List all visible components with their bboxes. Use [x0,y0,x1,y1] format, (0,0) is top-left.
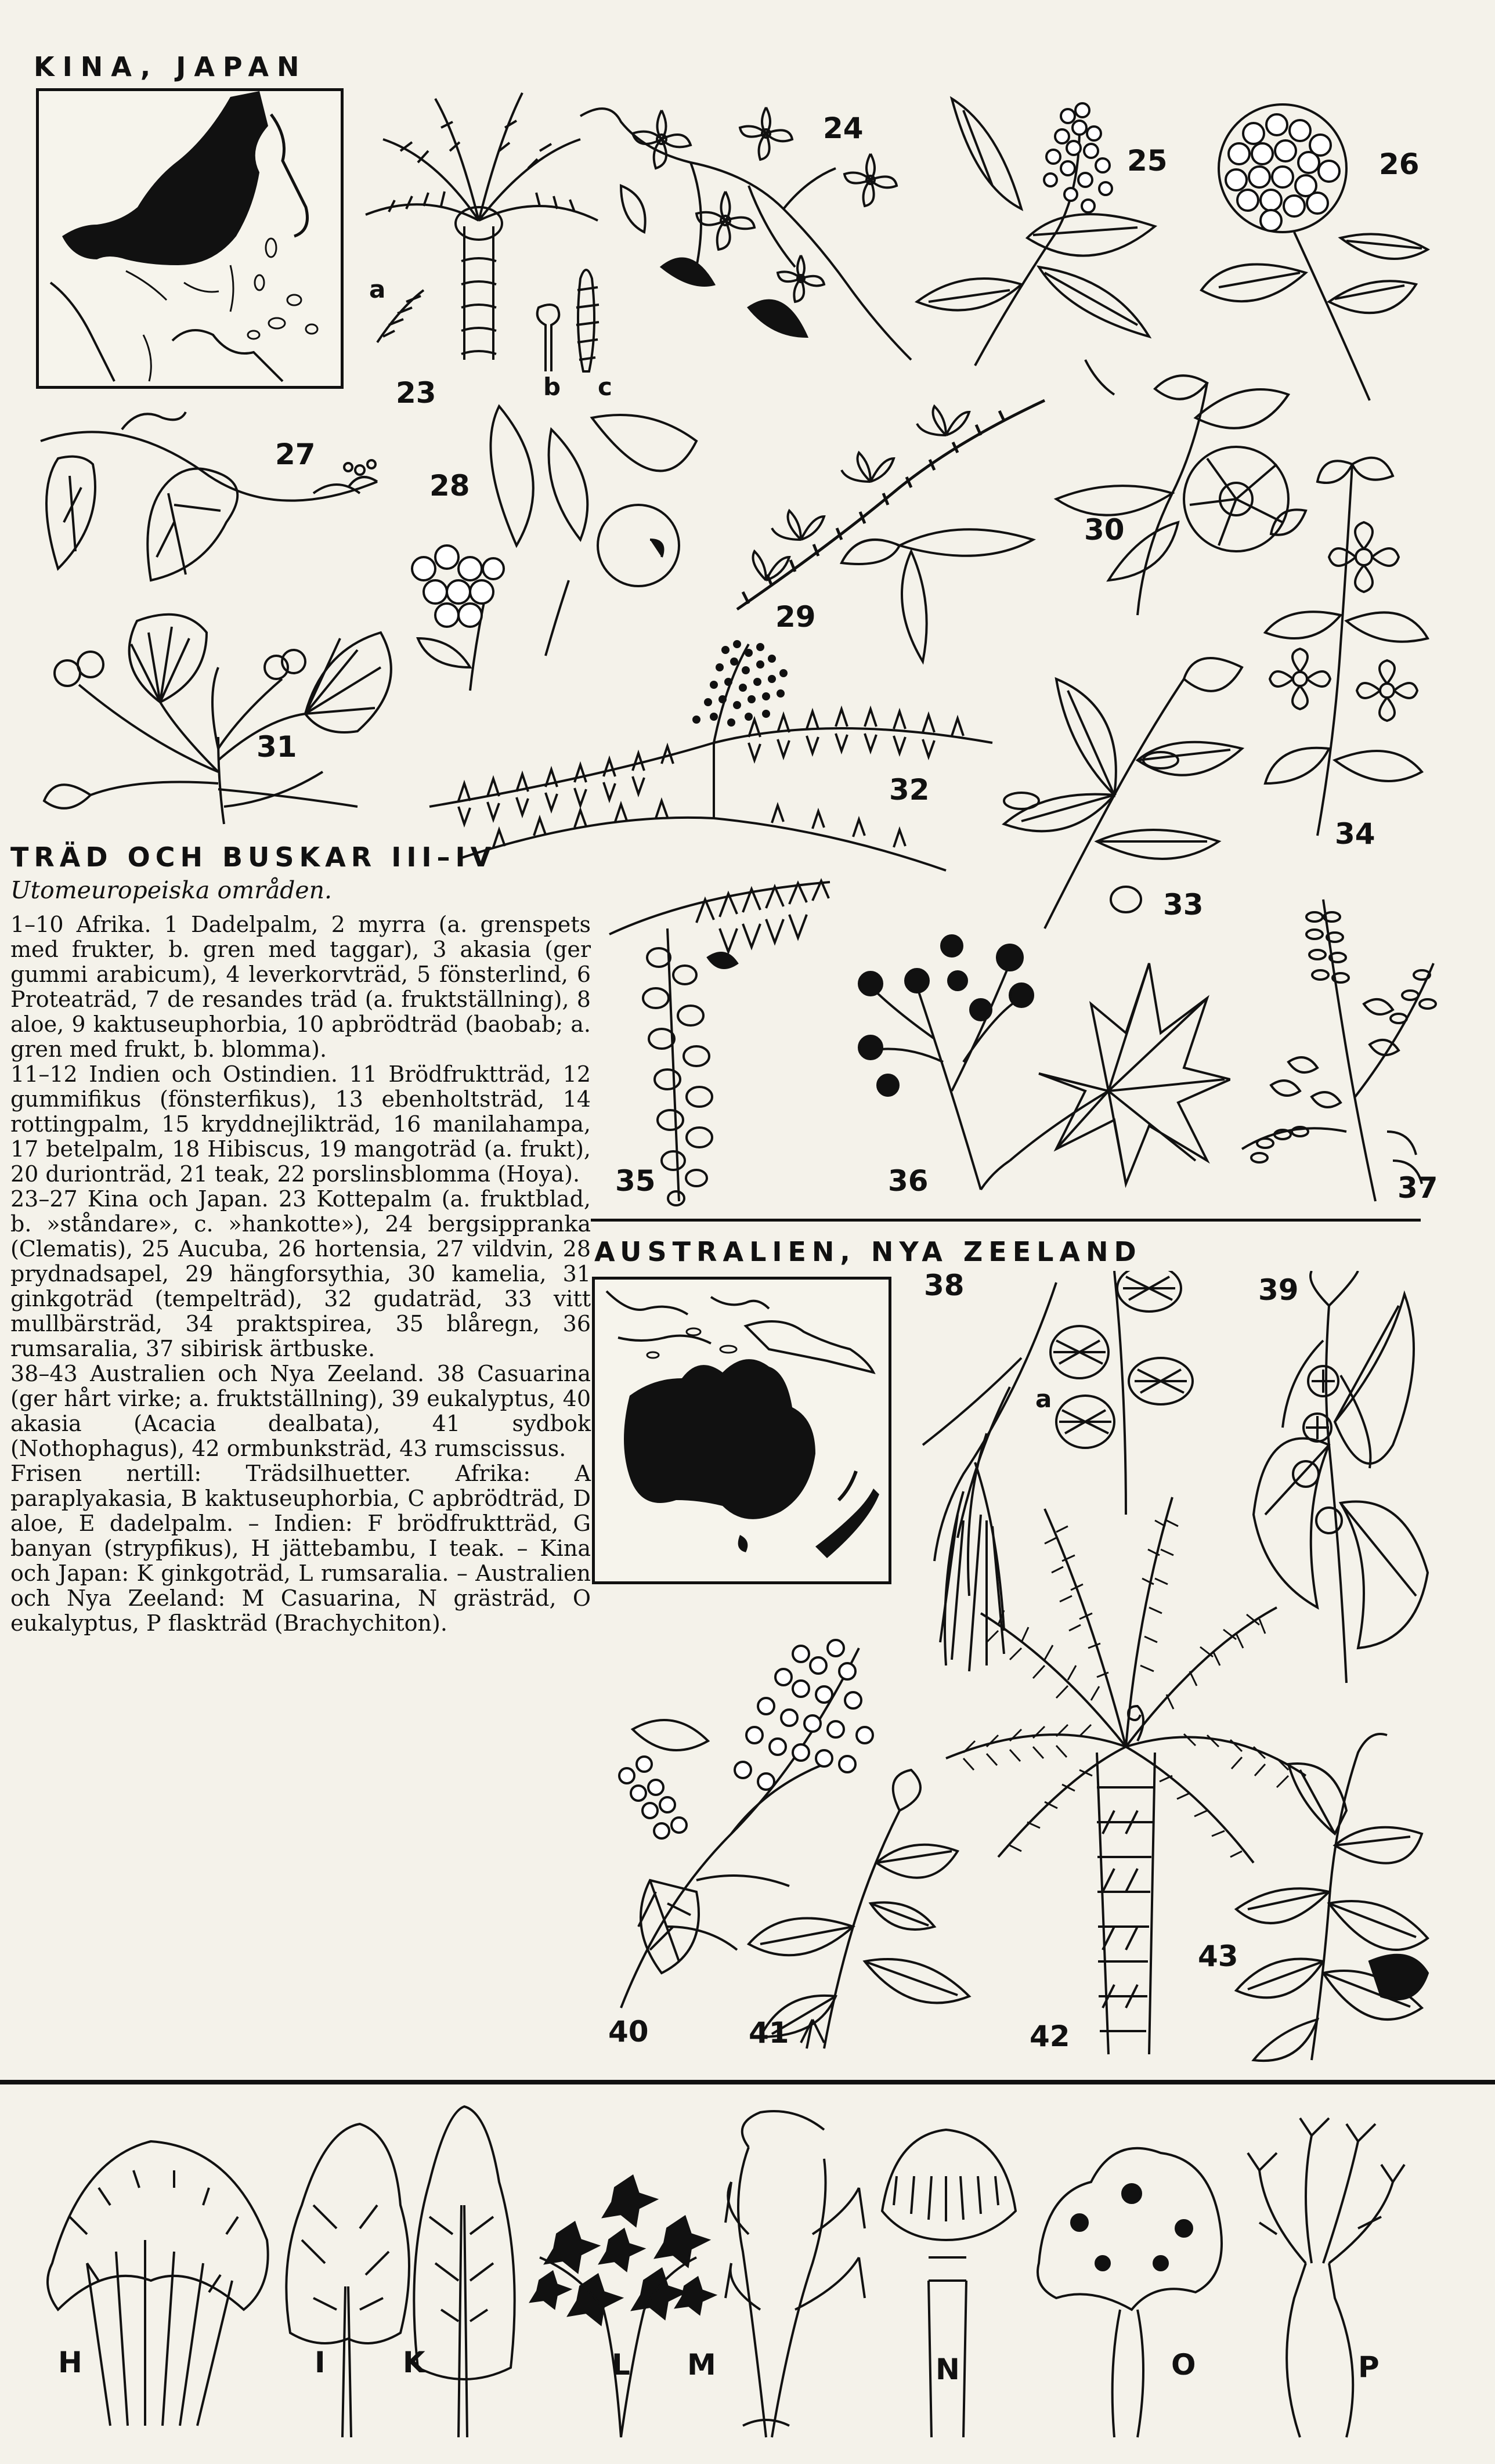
ginkgo-silhouette [414,2107,514,2437]
caption-paragraph-china-japan: 23–27 Kina och Japan. 23 Kottepalm (a. fruktblad, b. »ståndare», c. »hankotte»), 24 bergsippranka (Clematis), 25 Aucuba, 26 hortensia, 27 vildvin, 28 prydnadsapel, 29 hängforsythia, 30 kamelia, 31 ginkgoträd (tempelträd), 32 gudaträd, 33 vitt mullbärsträd, 34 praktspirea, 35 blåregn, 36 rumsaralia, 37 sibirisk ärtbuske. [10,1186,591,1361]
caption-heading: TRÄD OCH BUSKAR III–IV [10,841,497,873]
sub-letter-a-38: a [1035,1385,1052,1413]
figure-number-42: 42 [1030,2019,1070,2053]
figure-number-31: 31 [257,730,297,764]
eucalyptus-silhouette [1038,2148,1222,2437]
figure-number-29: 29 [775,600,816,634]
giant-bamboo-silhouette [48,2141,268,2426]
casuarina-silhouette [725,2111,865,2437]
teak-silhouette [286,2124,409,2437]
figure-number-38: 38 [924,1269,965,1302]
wisteria-illustration [604,876,847,1213]
siberian-pea-shrub-illustration [1230,888,1445,1207]
spirea-illustration [1254,447,1439,841]
figure-number-41: 41 [749,2016,789,2050]
caption-paragraph-africa: 1–10 Afrika. 1 Dadelpalm, 2 myrra (a. grenspets med frukter, b. gren med taggar), 3 akasia (ger gummi arabicum), 4 leverkorvträd, 5 fönsterlind, 6 Proteaträd, 7 de resandes träd (a. fruktställning), 8 aloe, 9 kaktuseuphorbia, 10 apbrödträd (baobab; a. gren med frukt, b. blomma). [10,912,591,1062]
cissus-illustration [1219,1718,1445,2066]
frieze-letter-n: N [936,2353,960,2386]
section-divider [591,1219,1421,1222]
caption-subheading: Utomeuropeiska områden. [10,876,333,904]
frieze-letter-k: K [403,2346,425,2379]
frieze-letter-p: P [1358,2350,1380,2384]
ginkgo-illustration [32,598,410,830]
aralia-silhouette [531,2176,714,2437]
wild-vine-illustration [35,406,383,604]
figure-number-28: 28 [429,469,470,503]
figure-number-32: 32 [889,773,930,807]
caption-block [10,841,591,1636]
japanese-aralia-illustration [847,917,1230,1198]
asia-map-icon [39,91,341,386]
figure-number-35: 35 [615,1164,656,1198]
figure-number-39: 39 [1258,1273,1299,1307]
sub-letter-b-23: b [543,373,561,401]
figure-number-24: 24 [823,111,864,145]
figure-number-34: 34 [1335,817,1375,851]
tree-silhouettes-frieze [0,2089,1495,2449]
section-heading-australia: AUSTRALIEN, NYA ZEELAND [594,1236,1142,1267]
caption-paragraph-australia: 38–43 Australien och Nya Zeeland. 38 Casuarina (ger hårt virke; a. fruktställning), 39 eukalyptus, 40 akasia (Acacia dealbata), 41 sydbok (Nothophagus), 42 ormbunksträd, 43 rumscissus. [10,1361,591,1461]
frieze-top-rule [0,2080,1495,2084]
sub-letter-c-23: c [598,373,612,401]
caption-paragraph-india: 11–12 Indien och Ostindien. 11 Brödfruktträd, 12 gummifikus (fönsterfikus), 13 ebenholtsträd, 14 rottingpalm, 15 kryddnejlikträd, 16 manilahampa, 17 betelpalm, 18 Hibiscus, 19 mangoträd (a. frukt), 20 durionträd, 21 teak, 22 porslinsblomma (Hoya). [10,1061,591,1187]
aucuba-illustration [905,93,1196,371]
figure-number-26: 26 [1379,147,1420,181]
figure-number-36: 36 [888,1164,929,1198]
clematis-illustration [575,93,917,377]
frieze-letter-m: M [687,2348,716,2382]
figure-number-25: 25 [1127,144,1168,178]
figure-number-43: 43 [1198,1939,1238,1973]
caption-text [10,912,591,1636]
figure-number-30: 30 [1084,513,1125,547]
map-australia [592,1277,891,1584]
figure-number-33: 33 [1163,888,1204,922]
white-mulberry-illustration [998,644,1254,934]
figure-number-37: 37 [1398,1171,1438,1205]
frieze-letter-h: H [58,2346,82,2379]
figure-number-40: 40 [608,2015,649,2048]
section-heading-china-japan: KINA, JAPAN [34,51,308,82]
caption-paragraph-frieze: Frisen nertill: Trädsilhuetter. Afrika: A paraplyakasia, B kaktuseuphorbia, C apbrödträd, D aloe, E dadelpalm. – Indien: F brödfruktträd, G banyan (strypfikus), H jättebambu, I teak. – Kina och Japan: K ginkgoträd, L rumsaralia. – Australien och Nya Zeeland: M Casuarina, N grästräd, O eukalyptus, P flaskträd (Brachychiton). [10,1461,591,1636]
frieze-letter-o: O [1171,2348,1196,2382]
sub-letter-a-23: a [369,275,386,304]
grass-tree-silhouette [882,2130,1016,2437]
map-china-japan [36,88,344,389]
frieze-letter-l: L [612,2348,630,2382]
cycad-palm-illustration [354,87,604,377]
figure-number-23: 23 [396,376,436,410]
bottle-tree-silhouette [1248,2118,1404,2437]
frieze-letter-i: I [315,2346,326,2379]
australia-map-icon [595,1280,889,1581]
figure-number-27: 27 [275,438,316,471]
